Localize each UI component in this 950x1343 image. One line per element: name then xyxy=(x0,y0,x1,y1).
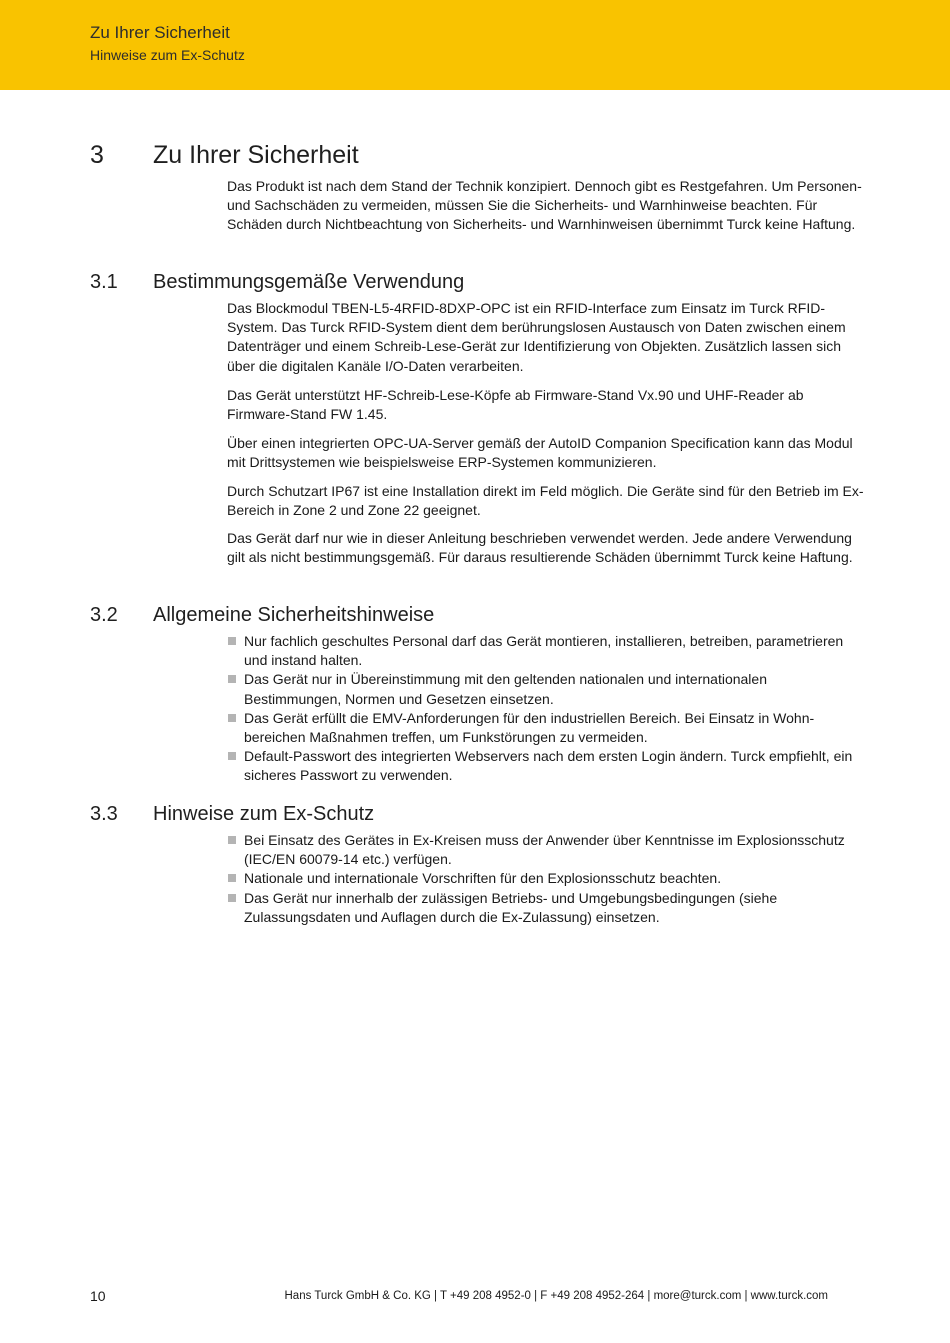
list-item-text: Das Gerät nur in Übereinstimmung mit den geltenden nationalen und internationalen Bestimmungen, Normen und Gesetzen einsetzen. xyxy=(244,671,767,707)
section-number: 3.1 xyxy=(90,271,118,293)
list-item-text: Nationale und internationale Vorschriften für den Explosionsschutz beachten. xyxy=(244,870,722,887)
list-item-text: Das Gerät erfüllt die EMV-Anforderungen für den industriellen Bereich. Bei Einsatz in Wohnbereichen Maßnahmen treffen, um Funkstörungen zu vermeiden. xyxy=(244,709,815,746)
list-item-text: Bei Einsatz des Gerätes in Ex-Kreisen muss der Anwender über Kenntnisse im Explosionsschutz (IEC/EN 60079-14 etc.) verfügen. xyxy=(244,832,845,868)
list-item xyxy=(227,747,867,785)
square-bullet-icon xyxy=(228,675,236,683)
section-3-1-paragraph-5: Das Gerät darf nur wie in dieser Anleitung beschrieben verwendet werden. Jede andere Verwendung gilt als nicht bestimmungsgemäß. Für daraus resultierende Schäden übernimmt Turck keine Haftung. xyxy=(227,530,853,566)
section-number: 3.2 xyxy=(90,604,118,626)
list-item xyxy=(227,889,867,927)
section-3-1-paragraph-2: Das Gerät unterstützt HF-Schreib-Lese-Köpfe ab Firmware-Stand Vx.90 und UHF-Reader ab Firmware-Stand FW 1.45. xyxy=(227,387,804,423)
list-item xyxy=(227,831,867,869)
page-number: 10 xyxy=(90,1288,106,1304)
section-3-1-paragraph-1: Das Blockmodul TBEN-L5-4RFID-8DXP-OPC ist ein RFID-Interface zum Einsatz im Turck RFID-System. Das Turck RFID-System dient dem berührungslosen Austausch von Daten zwischen einem Datenträger und einem Schreib-Lese-Gerät zur Identifizierung von Objekten. Zusätzlich lassen sich über die digitalen Kanäle I/O-Daten verarbeiten. xyxy=(227,300,846,374)
square-bullet-icon xyxy=(228,714,236,722)
list-item xyxy=(227,709,867,747)
ex-protection-list xyxy=(227,831,867,927)
section-title: Zu Ihrer Sicherheit xyxy=(153,141,359,169)
section-title: Bestimmungsgemäße Verwendung xyxy=(153,271,465,293)
list-item xyxy=(227,632,867,670)
header-band xyxy=(0,0,950,90)
list-item xyxy=(227,670,867,708)
list-item xyxy=(227,869,867,888)
footer-contact: Hans Turck GmbH & Co. KG | T +49 208 4952-0 | F +49 208 4952-264 | more@turck.com | www.turck.com xyxy=(284,1290,828,1302)
section-title: Allgemeine Sicherheitshinweise xyxy=(153,604,435,626)
square-bullet-icon xyxy=(228,752,236,760)
section-3-paragraph: Das Produkt ist nach dem Stand der Technik konzipiert. Dennoch gibt es Restgefahren. Um Personen- und Sachschäden zu vermeiden, müssen Sie die Sicherheits- und Warnhinweise beachten. Für Schäden durch Nichtbeachtung von Sicherheits- und Warnhinweisen übernimmt Turck keine Haftung. xyxy=(227,178,862,233)
list-item-text: Default-Passwort des integrierten Webservers nach dem ersten Login ändern. Turck empfiehlt, ein sicheres Passwort zu verwenden. xyxy=(244,748,853,784)
section-number: 3.3 xyxy=(90,803,118,825)
section-number: 3 xyxy=(90,141,104,169)
square-bullet-icon xyxy=(228,894,236,902)
square-bullet-icon xyxy=(228,836,236,844)
safety-notes-list xyxy=(227,632,867,786)
section-title: Hinweise zum Ex-Schutz xyxy=(153,803,375,825)
list-item-text: Nur fachlich geschultes Personal darf das Gerät montieren, installieren, betreiben, parametrieren und instand halten. xyxy=(244,633,844,669)
list-item-text: Das Gerät nur innerhalb der zulässigen Betriebs- und Umgebungsbedingungen (siehe Zulassungsdaten und Auflagen durch die Ex-Zulassung) einsetzen. xyxy=(244,889,778,925)
section-3-1-paragraph-3: Über einen integrierten OPC-UA-Server gemäß der AutoID Companion Specification kann das Modul mit Drittsystemen wie beispielsweise ERP-Systemen kommunizieren. xyxy=(227,435,853,471)
header-title: Zu Ihrer Sicherheit xyxy=(90,23,230,42)
header-subtitle: Hinweise zum Ex-Schutz xyxy=(90,47,245,63)
section-3-1-paragraph-4: Durch Schutzart IP67 ist eine Installation direkt im Feld möglich. Die Geräte sind für den Betrieb im Ex-Bereich in Zone 2 und Zone 22 geeignet. xyxy=(227,483,864,519)
square-bullet-icon xyxy=(228,637,236,645)
square-bullet-icon xyxy=(228,874,236,882)
